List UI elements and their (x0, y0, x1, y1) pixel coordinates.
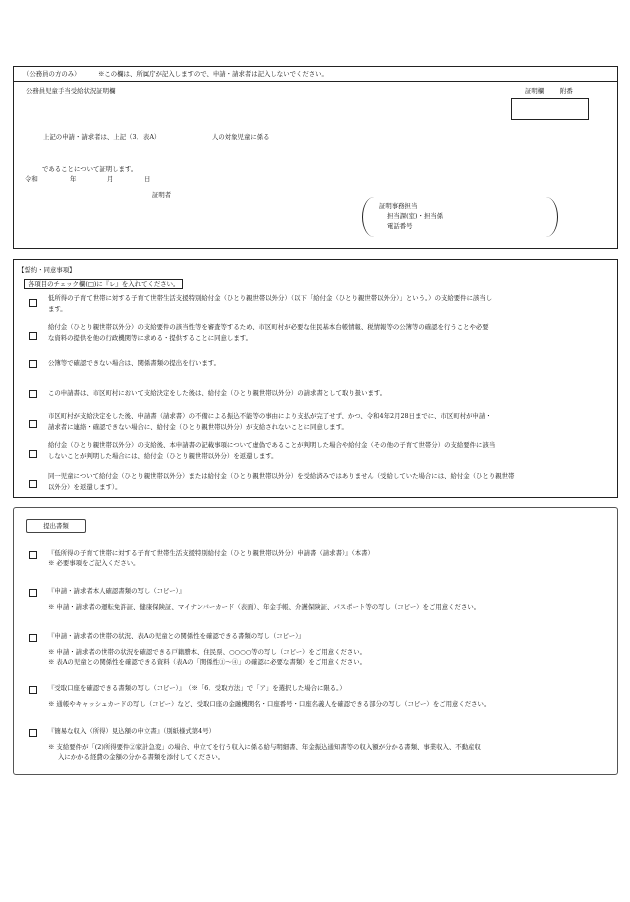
office-line-3: 電話番号 (387, 222, 413, 230)
pledge-item-4 (48, 388, 603, 399)
pledge-item-3 (48, 358, 603, 369)
document-checkbox-5[interactable] (29, 729, 37, 737)
pledge-item-6 (48, 440, 603, 462)
pledge-item-2-line1: 給付金（ひとり親世帯以外分）の支給要件の該当性等を審査等するため、市区町村が必要な住民基本台帳情報、税情報等の公簿等の確認を行うことや必要 (48, 323, 489, 331)
document-3-title: 『申請・請求者の世帯の状況、表Aの児童との関係性を確認できる書類の写し（コピー）』 (48, 632, 305, 640)
document-checkbox-2[interactable] (29, 589, 37, 597)
documents-section (13, 507, 618, 775)
attach-number-label: 附番 (560, 87, 573, 95)
official-section-title: 公務員児童手当受給状況証明欄 (26, 87, 116, 95)
pledge-item-5 (48, 411, 603, 433)
pledge-item-7 (48, 471, 603, 493)
pledge-item-2 (48, 322, 603, 344)
office-line-1: 証明事務担当 (379, 202, 418, 210)
pledge-item-6-line1: 給付金（ひとり親世帯以外分）の支給後、本申請書の記載事項について虚偽であることが判明した場合や給付金（その他の子育て世帯分）の支給要件に該当 (48, 441, 496, 449)
check-instruction: 各項目のチェック欄(□)に『レ』を入れてください。 (24, 279, 183, 289)
document-1-title: 『低所得の子育て世帯に対する子育て世帯生活支援特別給付金（ひとり親世帯以外分）申請書（請求書）』（本書） (48, 549, 374, 557)
document-4-title: 『受取口座を確認できる書類の写し（コピー）』 （※「6．受取方法」で「ア」を選択した場合に限る。） (48, 684, 346, 692)
attach-number-box[interactable] (511, 98, 589, 120)
pledge-consent-section (13, 259, 618, 498)
document-checkbox-4[interactable] (29, 686, 37, 694)
pledge-item-1-line1: 低所得の子育て世帯に対する子育て世帯生活支援特別給付金（ひとり親世帯以外分）（以下「給付金（ひとり親世帯以外分）」という。）の支給要件に該当し (48, 294, 493, 302)
pledge-checkbox-3[interactable] (29, 360, 37, 368)
pledge-item-7-line1: 同一児童について給付金（ひとり親世帯以外分）または給付金（ひとり親世帯以外分）を受給済みではありません（受給していた場合には、給付金（ひとり親世帯 (48, 472, 515, 480)
official-header-paren: （公務員の方のみ） (23, 70, 81, 78)
certify-line1-prefix: 上記の申請・請求者は、上記（3．表A） (43, 133, 161, 141)
pledge-checkbox-4[interactable] (29, 390, 37, 398)
document-3-note-2: ※ 表Aの児童との関係性を確認できる資料（表Aの「関係性①～④」の確認に必要な書類）をご用意ください。 (48, 658, 367, 666)
pledge-item-6-line2: しないことが判明した場合には、給付金（ひとり親世帯以外分）を返還します。 (48, 452, 278, 460)
certify-line2: であることについて証明します。 (42, 165, 138, 173)
document-1-note-1: ※ 必要事項をご記入ください。 (48, 559, 140, 567)
date-year: 年 (70, 175, 77, 183)
document-2-note-1: ※ 申請・請求者の運転免許証、健康保険証、マイナンバーカード（表面）、年金手帳、介護保険証、パスポート等の写し（コピー）をご用意ください。 (48, 603, 481, 611)
certify-line1-suffix: 人の対象児童に係る (212, 133, 270, 141)
office-line-2: 担当課(室)・担当係 (387, 212, 444, 220)
document-checkbox-1[interactable] (29, 551, 37, 559)
pledge-item-5-line1: 市区町村が支給決定をした後、申請書（請求書）の不備による振込不能等の事由により支払が完了せず、かつ、令和4年2月28日までに、市区町村が申請・ (48, 412, 492, 420)
pledge-item-1 (48, 293, 603, 315)
official-certification-section (13, 66, 618, 249)
pledge-item-3-line1: 公簿等で確認できない場合は、関係書類の提出を行います。 (48, 359, 221, 367)
document-5-note-1: ※ 支給要件が「(2)所得要件②家計急変」の場合、申立てを行う収入に係る給与明細書、年金振込通知書等の収入額が分かる書類、事業収入、不動産収 (48, 743, 481, 751)
official-section-header (14, 67, 617, 82)
document-5-title: 『簡易な収入（所得）見込額の申立書』（別紙様式第4号） (48, 727, 216, 735)
document-3-note-1: ※ 申請・請求者の世帯の状況を確認できる戸籍謄本、住民票、○○○○等の写し（コピー）をご用意ください。 (48, 648, 367, 656)
pledge-item-1-line2: ます。 (48, 305, 67, 313)
pledge-item-2-line2: な資料の提供を他の行政機関等に求める・提供することに同意します。 (48, 334, 252, 342)
date-month: 月 (107, 175, 114, 183)
pledge-checkbox-6[interactable] (29, 450, 37, 458)
document-5-note-2: 入にかかる経費の金額の分かる書類を添付してください。 (58, 753, 225, 761)
pledge-item-4-line1: この申請書は、市区町村において支給決定をした後は、給付金（ひとり親世帯以外分）の請求書として取り扱います。 (48, 389, 387, 397)
document-2-title: 『申請・請求者本人確認書類の写し（コピー）』 (48, 587, 186, 595)
official-header-note: ※この欄は、所属庁が記入しますので、申請・請求者は記入しないでください。 (98, 70, 328, 78)
pledge-section-title: 【誓約・同意事項】 (18, 266, 76, 274)
documents-section-title: 提出書類 (26, 519, 86, 533)
pledge-checkbox-5[interactable] (29, 420, 37, 428)
proof-label: 証明欄 (525, 87, 545, 95)
date-day: 日 (144, 175, 151, 183)
document-4-note-1: ※ 通帳やキャッシュカードの写し（コピー）など、受取口座の金融機関名・口座番号・口座名義人を確認できる部分の写し（コピー）をご用意ください。 (48, 700, 491, 708)
pledge-item-5-line2: 請求者に連絡・確認できない場合に、給付金（ひとり親世帯以外分）が支給されないことに同意します。 (48, 423, 348, 431)
date-era: 令和 (25, 175, 38, 183)
pledge-checkbox-2[interactable] (29, 332, 37, 340)
certifier-label: 証明者 (152, 191, 172, 199)
pledge-item-7-line2: 以外分）を返還します）。 (48, 483, 122, 491)
pledge-checkbox-7[interactable] (29, 480, 37, 488)
pledge-checkbox-1[interactable] (29, 299, 37, 307)
document-checkbox-3[interactable] (29, 634, 37, 642)
